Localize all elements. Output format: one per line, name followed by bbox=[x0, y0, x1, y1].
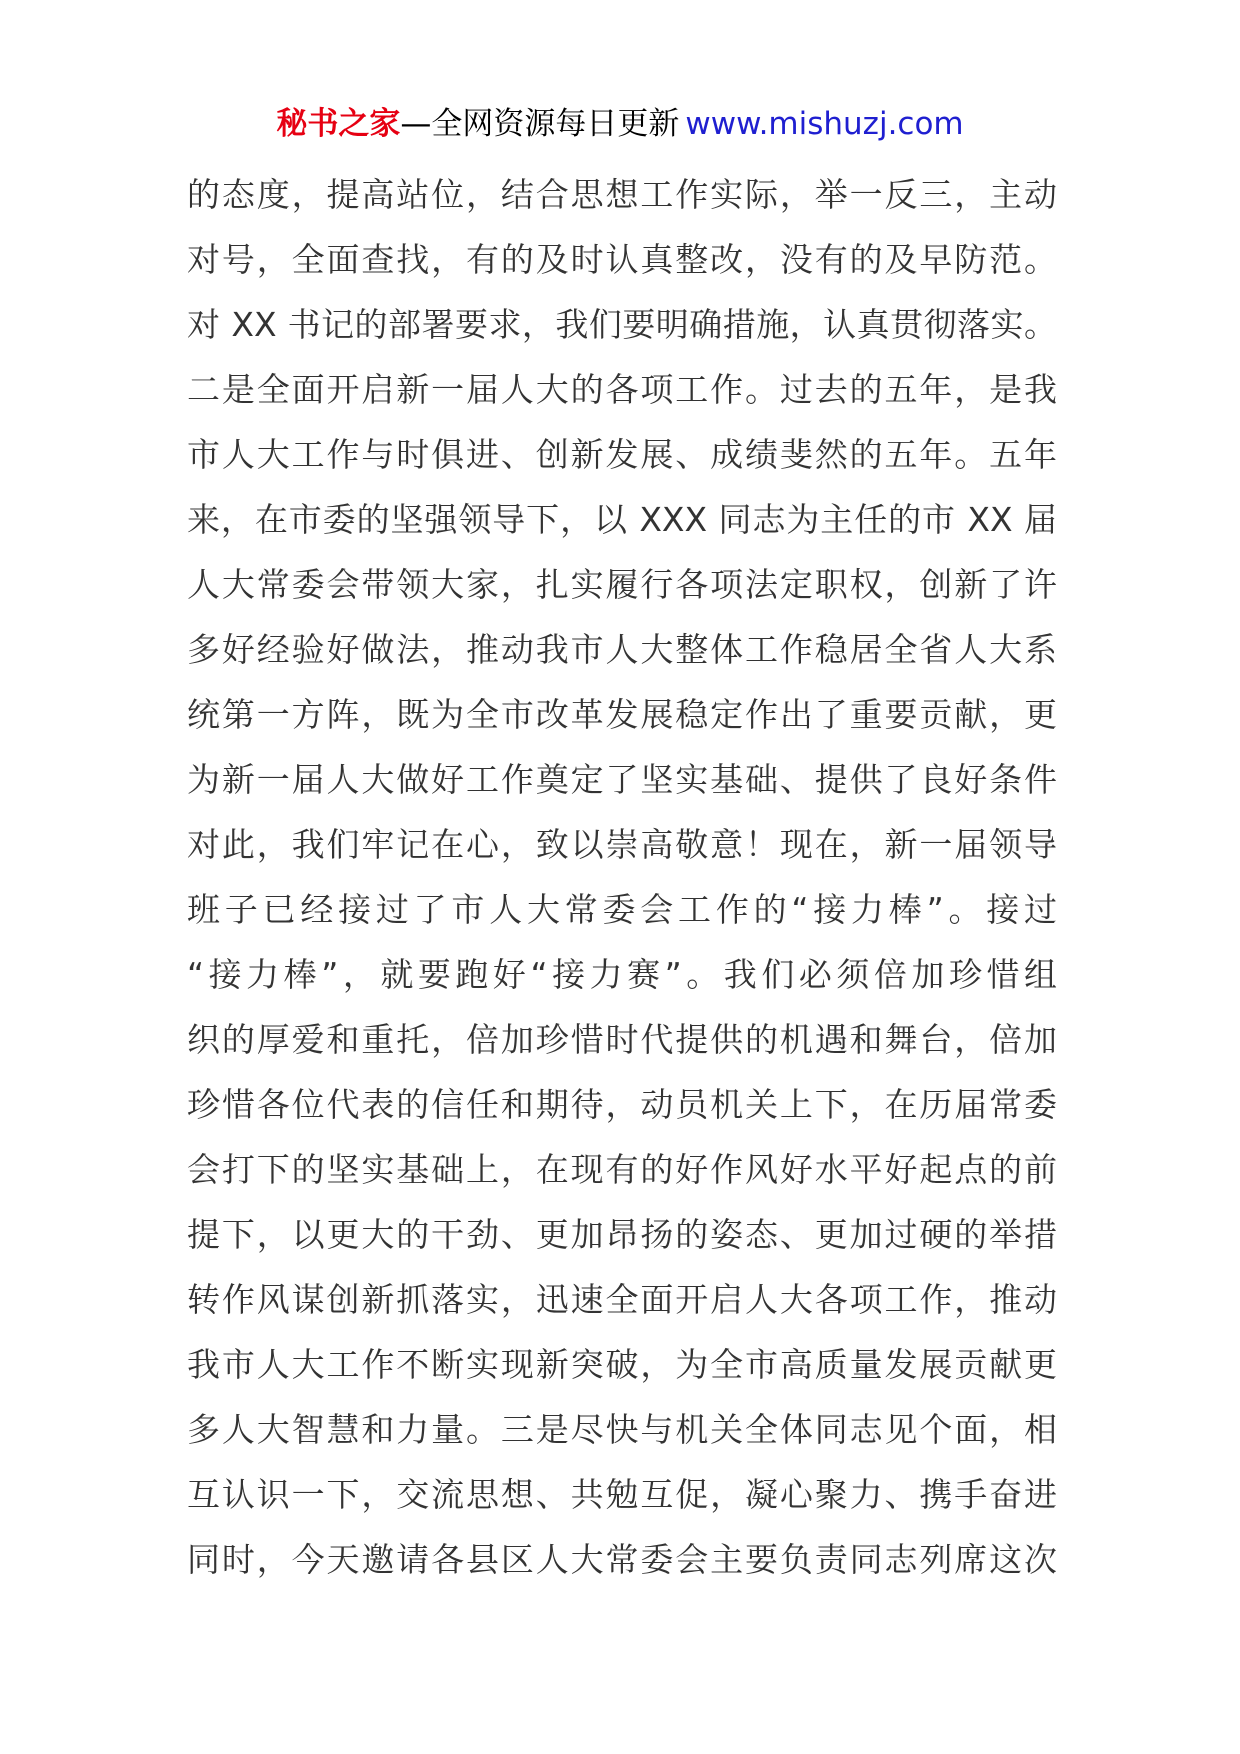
text-line: 我市人大工作不断实现新突破，为全市高质量发展贡献更 bbox=[187, 1345, 1057, 1384]
text-line: 提下，以更大的干劲、更加昂扬的姿态、更加过硬的举措 bbox=[187, 1215, 1057, 1254]
text-line: 班子已经接过了市人大常委会工作的“接力棒”。接过 bbox=[187, 890, 1057, 929]
text-line: 互认识一下，交流思想、共勉互促，凝心聚力、携手奋进 bbox=[187, 1475, 1057, 1514]
page-header bbox=[0, 98, 1240, 150]
text-line: 珍惜各位代表的信任和期待，动员机关上下，在历届常委 bbox=[187, 1085, 1057, 1124]
text-line: 转作风谋创新抓落实，迅速全面开启人大各项工作，推动 bbox=[187, 1280, 1057, 1319]
text-line: 会打下的坚实基础上，在现有的好作风好水平好起点的前 bbox=[187, 1150, 1057, 1189]
text-line: 对 XX 书记的部署要求，我们要明确措施，认真贯彻落实。 bbox=[187, 305, 1057, 344]
text-line: 统第一方阵，既为全市改革发展稳定作出了重要贡献，更 bbox=[187, 695, 1057, 734]
text-line: 的态度，提高站位，结合思想工作实际，举一反三，主动 bbox=[187, 175, 1057, 214]
document-body bbox=[187, 162, 1057, 1592]
text-line: 来，在市委的坚强领导下，以 XXX 同志为主任的市 XX 届 bbox=[187, 500, 1057, 539]
text-line: 对号，全面查找，有的及时认真整改，没有的及早防范。 bbox=[187, 240, 1057, 279]
website-url[interactable]: www.mishuzj.com bbox=[685, 106, 964, 142]
text-line: 为新一届人大做好工作奠定了坚实基础、提供了良好条件 bbox=[187, 760, 1057, 799]
text-line: “接力棒”，就要跑好“接力赛”。我们必须倍加珍惜组 bbox=[187, 955, 1057, 994]
text-line: 对此，我们牢记在心，致以崇高敬意！现在，新一届领导 bbox=[187, 825, 1057, 864]
brand-name: 秘书之家 bbox=[276, 106, 401, 142]
text-line: 市人大工作与时俱进、创新发展、成绩斐然的五年。五年 bbox=[187, 435, 1057, 474]
text-line: 同时，今天邀请各县区人大常委会主要负责同志列席这次 bbox=[187, 1540, 1057, 1579]
text-line: 二是全面开启新一届人大的各项工作。过去的五年，是我 bbox=[187, 370, 1057, 409]
text-line: 人大常委会带领大家，扎实履行各项法定职权，创新了许 bbox=[187, 565, 1057, 604]
header-slogan: —全网资源每日更新 bbox=[400, 106, 680, 142]
text-line: 织的厚爱和重托，倍加珍惜时代提供的机遇和舞台，倍加 bbox=[187, 1020, 1057, 1059]
text-line: 多好经验好做法，推动我市人大整体工作稳居全省人大系 bbox=[187, 630, 1057, 669]
text-line: 多人大智慧和力量。三是尽快与机关全体同志见个面，相 bbox=[187, 1410, 1057, 1449]
